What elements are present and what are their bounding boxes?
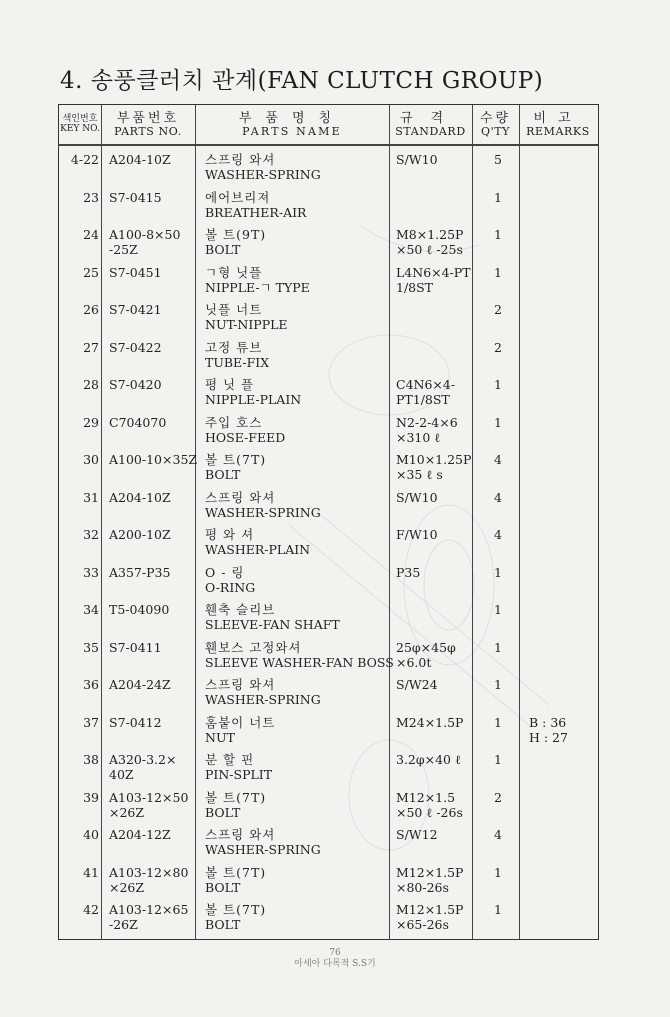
quantity: 1: [494, 564, 502, 580]
key-no: 36: [83, 677, 99, 692]
part-number: [109, 490, 194, 505]
part-number: [109, 865, 194, 895]
table-row: [59, 221, 598, 259]
part-number: [109, 340, 194, 355]
quantity: 4: [494, 452, 502, 467]
part-name-ko: 볼 트(7T): [205, 902, 267, 917]
part-name-ko: 볼 트(7T): [205, 789, 267, 805]
standard: [396, 490, 478, 505]
quantity: 1: [494, 377, 502, 392]
part-name-en: O-RING: [205, 579, 256, 595]
part-name-ko: 분 할 핀: [205, 752, 255, 767]
key-no: 24: [83, 227, 99, 242]
page-footer: [0, 948, 670, 970]
table-row: [59, 446, 598, 484]
standard-line: 1/8ST: [396, 279, 434, 295]
key-no: 33: [83, 564, 99, 580]
part-number-line: A103-12×50: [109, 789, 189, 805]
part-name-ko: 스프링 와셔: [205, 489, 276, 505]
part-name-en: NUT-NIPPLE: [205, 317, 288, 332]
quantity: 1: [494, 677, 502, 692]
part-name-ko: 볼 트(9T): [205, 227, 267, 242]
part-number-line: A204-10Z: [109, 489, 171, 505]
standard: [396, 227, 478, 257]
part-number: [109, 415, 194, 430]
standard-line: M12×1.5P: [396, 902, 464, 917]
key-no: 27: [83, 339, 99, 355]
part-name-ko: 고정 튜브: [205, 339, 263, 355]
part-number: [109, 640, 194, 655]
standard-line: M8×1.25P: [396, 227, 464, 242]
part-name-en: NIPPLE-PLAIN: [205, 392, 302, 407]
quantity: 1: [494, 227, 502, 242]
quantity: 1: [494, 864, 502, 880]
part-number: [109, 190, 194, 205]
part-number-line: S7-0422: [109, 339, 162, 355]
part-number-line: -25Z: [109, 242, 138, 257]
part-name: [205, 302, 393, 332]
part-name: [205, 790, 393, 820]
standard: [396, 152, 478, 167]
part-name: [205, 190, 393, 220]
part-number-line: S7-0451: [109, 264, 162, 280]
table-row: [59, 784, 598, 822]
part-name-en: BOLT: [205, 804, 241, 820]
part-number-line: S7-0421: [109, 302, 162, 317]
part-name-en: WASHER-SPRING: [205, 504, 321, 520]
quantity: 2: [494, 789, 502, 805]
key-no: 34: [83, 602, 99, 617]
key-no: 28: [83, 377, 99, 392]
part-number-line: A100-10×35Z: [109, 452, 198, 467]
key-no: 30: [83, 452, 99, 467]
key-no: 35: [83, 639, 99, 655]
part-name-en: WASHER-PLAIN: [205, 542, 311, 557]
standard-line: M12×1.5: [396, 789, 456, 805]
key-no: 23: [83, 189, 99, 205]
part-number-line: A204-24Z: [109, 677, 171, 692]
page-title: 4. 송풍클러치 관계(FAN CLUTCH GROUP): [60, 68, 544, 94]
quantity: 1: [494, 902, 502, 917]
part-name-ko: O - 링: [205, 564, 245, 580]
standard-line: M12×1.5P: [396, 864, 464, 880]
quantity: 1: [494, 264, 502, 280]
standard-line: 25φ×45φ: [396, 639, 456, 655]
table-row: [59, 859, 598, 897]
part-name-ko: 스프링 와셔: [205, 677, 276, 692]
key-no: 39: [83, 789, 99, 805]
part-name-ko: 스프링 와셔: [205, 827, 276, 842]
standard-line: ×65-26s: [396, 917, 449, 932]
part-name: [205, 640, 393, 670]
part-name-ko: 평 와 셔: [205, 527, 255, 542]
table-row: [59, 821, 598, 859]
key-no: 41: [83, 864, 99, 880]
table-row: [59, 409, 598, 447]
part-name-ko: 주입 호스: [205, 414, 263, 430]
part-name-ko: ㄱ형 닛플: [205, 264, 263, 280]
part-name-en: BOLT: [205, 879, 241, 895]
part-number: [109, 827, 194, 842]
quantity: 4: [494, 527, 502, 542]
part-name-en: WASHER-SPRING: [205, 842, 321, 857]
standard: [396, 715, 478, 730]
standard: [396, 790, 478, 820]
standard-line: PT1/8ST: [396, 392, 450, 407]
table-row: [59, 746, 598, 784]
key-no: 31: [83, 489, 99, 505]
standard: [396, 640, 478, 670]
standard-line: ×80-26s: [396, 879, 449, 895]
part-name-en: NUT: [205, 729, 235, 745]
standard-line: M10×1.25P: [396, 452, 472, 467]
standard-line: ×50 ℓ -25s: [396, 242, 463, 257]
part-name-ko: 평 닛 플: [205, 377, 255, 392]
part-name: [205, 227, 393, 257]
part-number-line: S7-0420: [109, 377, 162, 392]
quantity: 2: [494, 339, 502, 355]
standard-line: ×50 ℓ -26s: [396, 804, 463, 820]
part-name-ko: 닛플 너트: [205, 302, 263, 317]
part-number-line: A100-8×50: [109, 227, 181, 242]
part-number: [109, 377, 194, 392]
standard-line: F/W10: [396, 527, 438, 542]
header-standard: 규격 STANDARD: [395, 110, 466, 138]
part-name: [205, 452, 393, 482]
standard-line: S/W12: [396, 827, 438, 842]
part-number-line: A200-10Z: [109, 527, 171, 542]
standard: [396, 677, 478, 692]
part-number: [109, 527, 194, 542]
part-name-en: TUBE-FIX: [205, 354, 270, 370]
quantity: 1: [494, 714, 502, 730]
standard-line: S/W24: [396, 677, 438, 692]
part-number: [109, 677, 194, 692]
key-no: 32: [83, 527, 99, 542]
part-name: [205, 565, 393, 595]
part-name-en: WASHER-SPRING: [205, 692, 321, 707]
part-name: [205, 715, 393, 745]
key-no: 37: [83, 714, 99, 730]
part-number-line: 40Z: [109, 767, 134, 782]
standard-line: ×310 ℓ: [396, 429, 441, 445]
part-number: [109, 152, 194, 167]
part-number-line: ×26Z: [109, 804, 145, 820]
key-no: 42: [83, 902, 99, 917]
part-name: [205, 152, 393, 182]
table-row: [59, 559, 598, 597]
standard-line: ×35 ℓ s: [396, 467, 443, 482]
part-name-ko: 볼 트(7T): [205, 452, 267, 467]
header-key-no: 색인번호 KEY NO.: [60, 114, 100, 134]
standard: [396, 902, 478, 932]
part-number: [109, 265, 194, 280]
quantity: 1: [494, 639, 502, 655]
part-number-line: S7-0411: [109, 639, 162, 655]
header-parts-name: 부품명칭 PARTS NAME: [238, 110, 346, 138]
part-name-en: HOSE-FEED: [205, 429, 286, 445]
table-row: [59, 596, 598, 634]
part-number-line: S7-0415: [109, 189, 162, 205]
remarks-line: H : 27: [529, 729, 568, 745]
part-number: [109, 452, 198, 467]
part-number-line: -26Z: [109, 917, 138, 932]
header-remarks: 비고 REMARKS: [526, 110, 590, 138]
quantity: 4: [494, 827, 502, 842]
header-parts-no: 부품번호 PARTS NO.: [114, 110, 182, 138]
standard-line: L4N6×4-PT: [396, 264, 471, 280]
standard-line: ×6.0t: [396, 654, 432, 670]
part-name: [205, 377, 393, 407]
table-row: [59, 371, 598, 409]
standard-line: C4N6×4-: [396, 377, 456, 392]
page-number: 76: [329, 948, 341, 958]
key-no: 38: [83, 752, 99, 767]
part-number: [109, 715, 194, 730]
standard-line: N2-2-4×6: [396, 414, 458, 430]
part-number-line: ×26Z: [109, 879, 145, 895]
part-name: [205, 340, 393, 370]
footer-caption: 아세아 다목적 S.S기: [294, 959, 376, 969]
table-row: [59, 709, 598, 747]
part-number-line: T5-04090: [109, 602, 170, 617]
quantity: 4: [494, 489, 502, 505]
part-number-line: S7-0412: [109, 714, 162, 730]
quantity: 5: [494, 152, 502, 167]
part-name: [205, 752, 393, 782]
header-qty: 수량 Q'TY: [479, 110, 512, 138]
remarks: [529, 715, 597, 745]
table-row: [59, 896, 598, 934]
key-no: 25: [83, 264, 99, 280]
part-number: [109, 752, 194, 782]
part-number-line: A204-10Z: [109, 152, 171, 167]
standard: [396, 865, 478, 895]
part-number-line: A103-12×65: [109, 902, 189, 917]
standard: [396, 565, 478, 580]
part-name: [205, 415, 393, 445]
table-row: [59, 671, 598, 709]
part-number: [109, 602, 194, 617]
quantity: 1: [494, 414, 502, 430]
parts-table: [58, 104, 599, 940]
part-number-line: A103-12×80: [109, 864, 189, 880]
part-name-en: BOLT: [205, 467, 241, 482]
quantity: 1: [494, 602, 502, 617]
standard: [396, 265, 478, 295]
part-name-en: BREATHER-AIR: [205, 204, 307, 220]
standard: [396, 527, 478, 542]
part-name-ko: 홈붙이 너트: [205, 714, 276, 730]
standard-line: 3.2φ×40 ℓ: [396, 752, 461, 767]
part-number-line: C704070: [109, 414, 167, 430]
standard: [396, 452, 478, 482]
part-name-ko: 에어브리져: [205, 189, 271, 205]
part-name-ko: 휀보스 고정와셔: [205, 639, 302, 655]
standard: [396, 752, 478, 767]
part-name: [205, 602, 393, 632]
part-name-ko: 휀축 슬리브: [205, 602, 276, 617]
part-number: [109, 790, 194, 820]
part-name-ko: 스프링 와셔: [205, 152, 276, 167]
table-row: [59, 146, 598, 184]
part-number: [109, 565, 194, 580]
part-name-en: SLEEVE-FAN SHAFT: [205, 617, 340, 632]
standard-line: P35: [396, 564, 421, 580]
quantity: 1: [494, 189, 502, 205]
quantity: 1: [494, 752, 502, 767]
key-no: 26: [83, 302, 99, 317]
part-number: [109, 902, 194, 932]
table-row: [59, 634, 598, 672]
part-number: [109, 302, 194, 317]
table-row: [59, 296, 598, 334]
part-number: [109, 227, 194, 257]
part-number-line: A204-12Z: [109, 827, 171, 842]
part-name-en: NIPPLE-ㄱ TYPE: [205, 279, 310, 295]
table-row: [59, 484, 598, 522]
standard-line: S/W10: [396, 489, 438, 505]
key-no: 29: [83, 414, 99, 430]
part-name-en: BOLT: [205, 242, 241, 257]
key-no: 40: [83, 827, 99, 842]
part-name: [205, 677, 393, 707]
key-no: 4-22: [70, 152, 99, 167]
table-row: [59, 334, 598, 372]
table-row: [59, 184, 598, 222]
table-row: [59, 521, 598, 559]
standard: [396, 377, 478, 407]
part-number-line: A320-3.2×: [109, 752, 177, 767]
part-name: [205, 527, 393, 557]
part-name: [205, 865, 393, 895]
standard: [396, 827, 478, 842]
table-row: [59, 259, 598, 297]
part-name: [205, 265, 393, 295]
remarks-line: B : 36: [529, 714, 567, 730]
part-name-en: BOLT: [205, 917, 241, 932]
standard: [396, 415, 478, 445]
part-name-en: SLEEVE WASHER-FAN BOSS: [205, 654, 394, 670]
part-name-ko: 볼 트(7T): [205, 864, 267, 880]
part-name: [205, 827, 393, 857]
part-name-en: WASHER-SPRING: [205, 167, 321, 182]
part-name: [205, 490, 393, 520]
quantity: 2: [494, 302, 502, 317]
part-name-en: PIN-SPLIT: [205, 767, 273, 782]
standard-line: S/W10: [396, 152, 438, 167]
standard-line: M24×1.5P: [396, 714, 464, 730]
part-name: [205, 902, 393, 932]
part-number-line: A357-P35: [109, 564, 171, 580]
